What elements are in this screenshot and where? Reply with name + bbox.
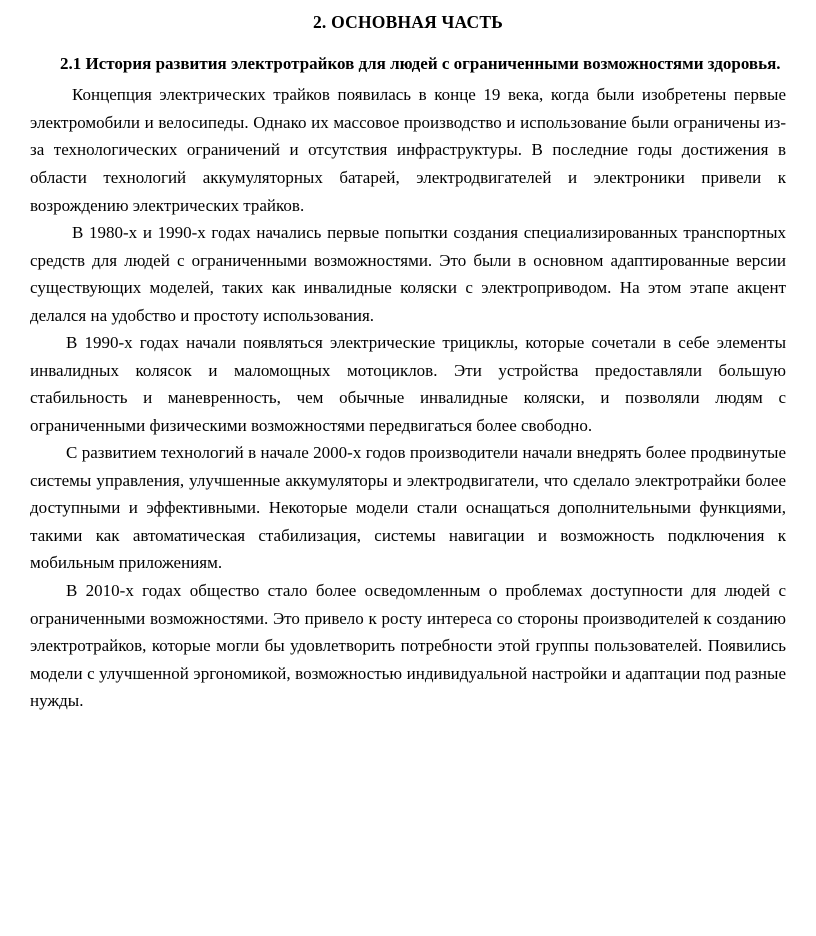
section-heading: 2.1 История развития электротрайков для людей с ограниченными возможностями здоровья. bbox=[60, 53, 781, 73]
paragraph-2: В 1980-х и 1990-х годах начались первые попытки создания специализированных транспортных средств для людей с ограниченными возможностями. Это были в основном адаптированные версии существующих моделей, таких как инвалидные коляски с электроприводом. На этом этапе акцент делался на удобство и простоту использования. bbox=[30, 223, 786, 325]
paragraph-3: В 1990-х годах начали появляться электрические трициклы, которые сочетали в себе элементы инвалидных колясок и маломощных мотоциклов. Эти устройства предоставляли большую стабильность и маневренность, чем обычные инвалидные коляски, и позволяли людям с ограниченными физическими возможностями передвигаться более свободно. bbox=[30, 333, 786, 435]
paragraph-4: С развитием технологий в начале 2000-х годов производители начали внедрять более продвинутые системы управления, улучшенные аккумуляторы и электродвигатели, что сделало электротрайки более доступными и эффективными. Некоторые модели стали оснащаться дополнительными функциями, такими как автоматическая стабилизация, системы навигации и возможность подключения к мобильным приложениям. bbox=[30, 443, 786, 573]
paragraph-5: В 2010-х годах общество стало более осведомленным о проблемах доступности для людей с ограниченными возможностями. Это привело к росту интереса со стороны производителей к созданию электротрайков, которые могли бы удовлетворить потребности этой группы пользователей. Появились модели с улучшенной эргономикой, возможностью индивидуальной настройки и адаптации под разные нужды. bbox=[30, 580, 786, 711]
paragraph-1: Концепция электрических трайков появилась в конце 19 века, когда были изобретены первые электромобили и велосипеды. Однако их массовое производство и использование были ограничены из-за технологических ограничений и отсутствия инфраструктуры. В последние годы достижения в области технологий аккумуляторных батарей, электродвигателей и электроники привели к возрождению электрических трайков. bbox=[30, 85, 786, 215]
page-title: 2. ОСНОВНАЯ ЧАСТЬ bbox=[312, 12, 503, 32]
